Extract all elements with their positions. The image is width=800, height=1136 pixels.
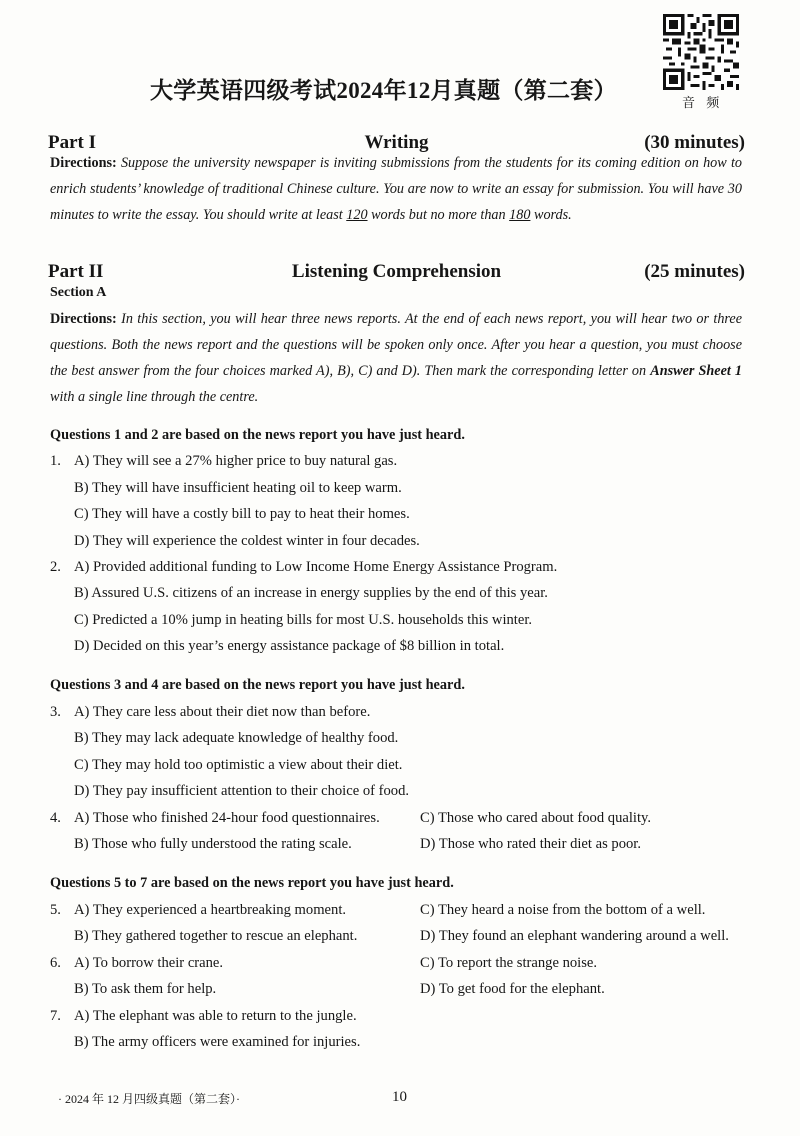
part2-directions xyxy=(50,306,742,410)
option-text: C) They heard a noise from the bottom of a well. xyxy=(420,902,706,918)
option-text: C) To report the strange noise. xyxy=(420,955,598,971)
option-text: A) Provided additional funding to Low Income Home Energy Assistance Program. xyxy=(74,559,558,575)
option-text: A) They care less about their diet now than before. xyxy=(74,704,371,720)
qr-code-icon xyxy=(663,14,739,90)
question-number: 6. xyxy=(50,955,61,971)
question-number: 3. xyxy=(50,704,61,720)
question-number: 2. xyxy=(50,559,61,575)
part2-directions-label: Directions: xyxy=(50,311,117,327)
option-text: A) To borrow their crane. xyxy=(74,955,224,971)
option-text: B) They gathered together to rescue an elephant. xyxy=(74,928,358,944)
part1-directions-middle: words but no more than xyxy=(371,207,506,223)
option-text: D) They will experience the coldest winter in four decades. xyxy=(74,533,420,549)
option-text: C) Predicted a 10% jump in heating bills for most U.S. households this winter. xyxy=(74,612,533,628)
option-text: D) They found an elephant wandering around a well. xyxy=(420,928,729,944)
part2-time: (25 minutes) xyxy=(644,261,745,282)
page-number: 10 xyxy=(392,1089,407,1105)
part1-directions-text: Suppose the university newspaper is inviting submissions from the students for its coming edition on how to enrich students’ knowledge of traditional Chinese culture. You are now to write an essay for submission. You will have 30 minutes to write the essay. You should write at least xyxy=(50,155,742,223)
question-number: 5. xyxy=(50,902,61,918)
option-text: B) To ask them for help. xyxy=(74,981,217,997)
part1-directions-end: words. xyxy=(533,207,572,223)
page-title: 大学英语四级考试2024年12月真题（第二套） xyxy=(150,78,617,103)
option-text: C) They will have a costly bill to pay to heat their homes. xyxy=(74,506,410,522)
part1-directions-label: Directions: xyxy=(50,155,117,171)
option-text: D) They pay insufficient attention to their choice of food. xyxy=(74,783,410,799)
option-text: C) They may hold too optimistic a view about their diet. xyxy=(74,757,403,773)
part1-name: Writing xyxy=(364,132,429,153)
part2-directions-end: with a single line through the centre. xyxy=(50,389,259,405)
question-number: 1. xyxy=(50,453,61,469)
option-text: B) Assured U.S. citizens of an increase in energy supplies by the end of this year. xyxy=(74,585,548,601)
option-text: A) The elephant was able to return to the jungle. xyxy=(74,1008,357,1024)
question-number: 4. xyxy=(50,810,61,826)
option-text: D) Decided on this year’s energy assistance package of $8 billion in total. xyxy=(74,638,505,654)
option-text: D) To get food for the elephant. xyxy=(420,981,605,997)
min-words: 120 xyxy=(346,207,368,223)
question-group-heading: Questions 3 and 4 are based on the news report you have just heard. xyxy=(50,677,465,693)
option-text: A) They will see a 27% higher price to buy natural gas. xyxy=(74,453,398,469)
option-text: D) Those who rated their diet as poor. xyxy=(420,836,642,852)
footer-label: · 2024 年 12 月四级真题（第二套）· xyxy=(58,1092,240,1106)
section-a-label: Section A xyxy=(50,285,107,300)
part1-time: (30 minutes) xyxy=(644,132,745,153)
question-group-heading: Questions 5 to 7 are based on the news report you have just heard. xyxy=(50,875,454,891)
question-number: 7. xyxy=(50,1008,61,1024)
option-text: A) They experienced a heartbreaking moment. xyxy=(74,902,347,918)
max-words: 180 xyxy=(509,207,531,223)
part2-heading xyxy=(48,261,745,285)
option-text: B) The army officers were examined for injuries. xyxy=(74,1034,361,1050)
answer-sheet-label: Answer Sheet 1 xyxy=(650,363,742,379)
part1-directions xyxy=(50,150,742,228)
part2-name: Listening Comprehension xyxy=(291,261,502,282)
option-text: B) They will have insufficient heating oil to keep warm. xyxy=(74,480,402,496)
part1-label: Part I xyxy=(48,132,97,153)
question-group-heading: Questions 1 and 2 are based on the news report you have just heard. xyxy=(50,427,465,443)
audio-label: 音 频 xyxy=(682,95,724,110)
option-text: C) Those who cared about food quality. xyxy=(420,810,652,826)
part2-label: Part II xyxy=(48,261,104,282)
option-text: B) Those who fully understood the rating scale. xyxy=(74,836,352,852)
part2-directions-text: In this section, you will hear three news reports. At the end of each news report, you will hear two or three questions. Both the news report and the questions will be spoken only once. After you hear a question, you must choose the best answer from the four choices marked A), B), C) and D). Then mark the corresponding letter on xyxy=(50,311,743,379)
option-text: A) Those who finished 24-hour food questionnaires. xyxy=(74,810,380,826)
option-text: B) They may lack adequate knowledge of healthy food. xyxy=(74,730,399,746)
